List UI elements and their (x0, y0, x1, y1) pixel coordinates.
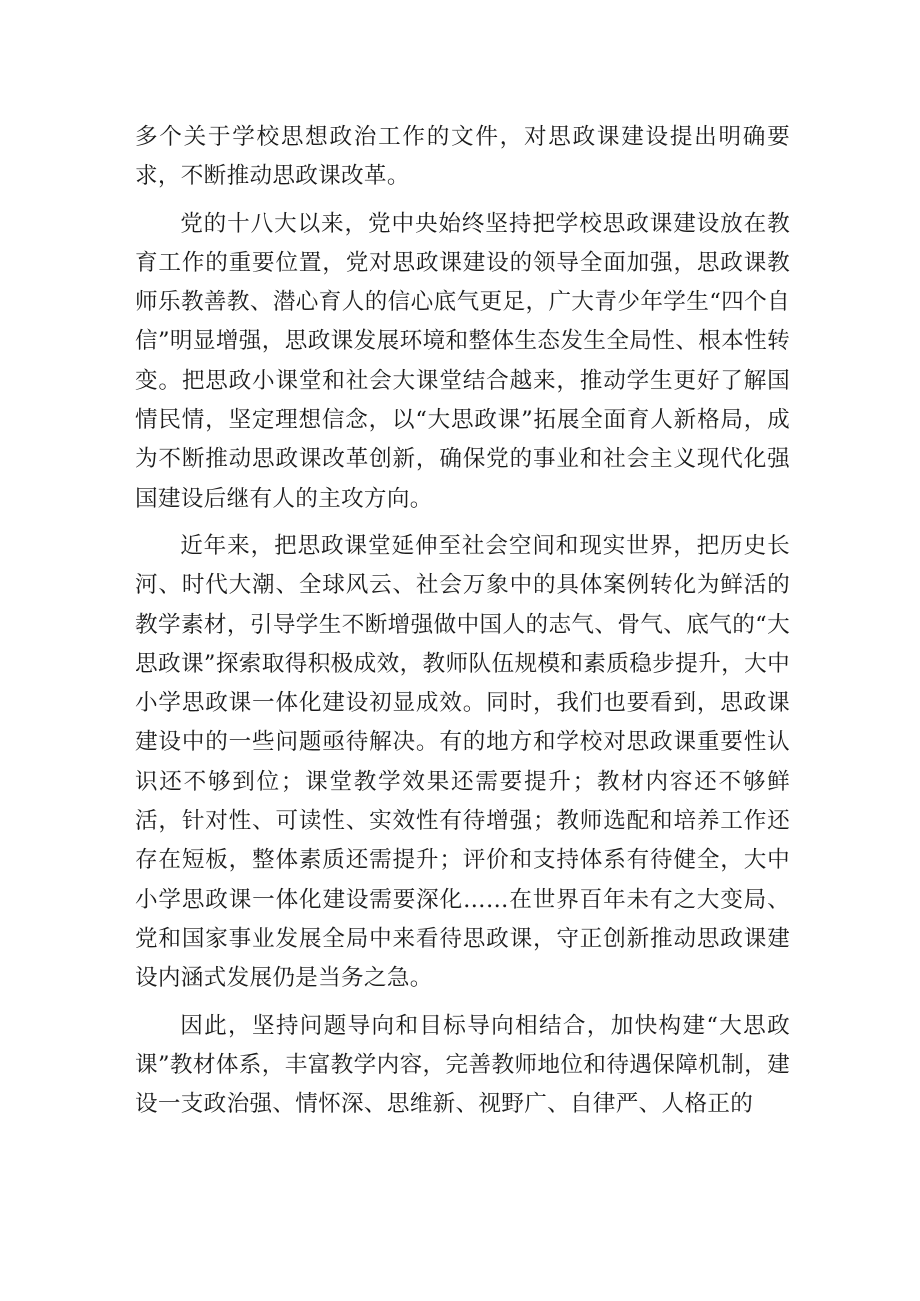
document-body (135, 118, 790, 1124)
paragraph-party-congress: 党的十八大以来，党中央始终坚持把学校思政课建设放在教育工作的重要位置，党对思政课建设的领导全面加强，思政课教师乐教善教、潜心育人的信心底气更足，广大青少年学生“四个自信”明显增强，思政课发展环境和整体生态发生全局性、根本性转变。把思政小课堂和社会大课堂结合越来，推动学生更好了解国情民情，坚定理想信念，以“大思政课”拓展全面育人新格局，成为不断推动思政课改革创新，确保党的事业和社会主义现代化强国建设后继有人的主攻方向。 (135, 210, 790, 512)
paragraph-continued: 多个关于学校思想政治工作的文件，对思政课建设提出明确要求，不断推动思政课改革。 (135, 124, 790, 190)
paragraph-recent-years: 近年来，把思政课堂延伸至社会空间和现实世界，把历史长河、时代大潮、全球风云、社会万象中的具体案例转化为鲜活的教学素材，引导学生不断增强做中国人的志气、骨气、底气的“大思政课”探索取得积极成效，教师队伍规模和素质稳步提升，大中小学思政课一体化建设初显成效。同时，我们也要看到，思政课建设中的一些问题亟待解决。有的地方和学校对思政课重要性认识还不够到位；课堂教学效果还需要提升；教材内容还不够鲜活，针对性、可读性、实效性有待增强；教师选配和培养工作还存在短板，整体素质还需提升；评价和支持体系有待健全，大中小学思政课一体化建设需要深化……在世界百年未有之大变局、党和国家事业发展全局中来看待思政课，守正创新推动思政课建设内涵式发展仍是当务之急。 (135, 532, 790, 992)
paragraph-therefore: 因此，坚持问题导向和目标导向相结合，加快构建“大思政课”教材体系，丰富教学内容，完善教师地位和待遇保障机制，建设一支政治强、情怀深、思维新、视野广、自律严、人格正的 (135, 1012, 790, 1118)
